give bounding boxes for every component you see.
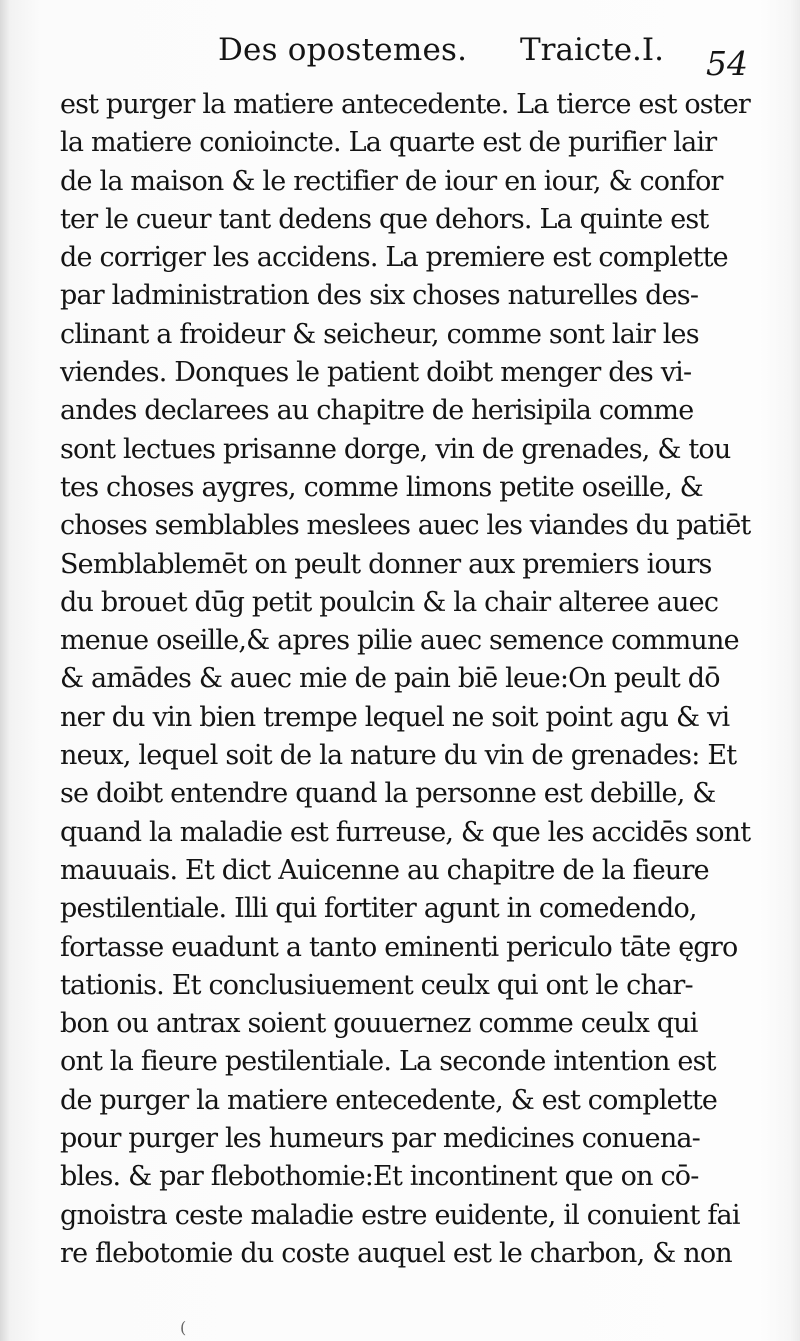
text-line: ner du vin bien trempe lequel ne soit point agu & vi <box>60 701 730 733</box>
body-text <box>60 86 760 1273</box>
chapter-heading: Traicte.I. <box>520 32 665 68</box>
text-line: sont lectues prisanne dorge, vin de grenades, & tou <box>60 433 731 465</box>
text-line: bles. & par flebothomie:Et incontinent que on cō- <box>60 1161 699 1193</box>
page-header <box>0 26 800 83</box>
text-line: de la maison & le rectifier de iour en iour, & confor <box>60 165 723 197</box>
text-line: la matiere conioincte. La quarte est de purifier lair <box>60 127 717 159</box>
text-line: est purger la matiere antecedente. La tierce est oster <box>60 89 750 120</box>
text-line: fortasse euadunt a tanto eminenti periculo tāte ęgro <box>60 931 738 963</box>
margin-mark: ( <box>180 1318 187 1337</box>
text-line: quand la maladie est furreuse, & que les accidēs sont <box>60 816 751 848</box>
text-line: choses semblables meslees auec les viandes du patiēt <box>60 510 751 542</box>
text-line: tes choses aygres, comme limons petite oseille, & <box>60 471 703 503</box>
text-line: gnoistra ceste maladie estre euidente, il conuient fai <box>60 1199 740 1231</box>
text-line: ter le cueur tant dedens que dehors. La quinte est <box>60 203 709 235</box>
text-line: bon ou antrax soient gouuernez comme ceulx qui <box>60 1008 698 1040</box>
text-line: viendes. Donques le patient doibt menger des vi- <box>60 357 692 389</box>
text-line: neux, lequel soit de la nature du vin de grenades: Et <box>60 740 737 772</box>
text-line: andes declarees au chapitre de herisipila comme <box>60 395 694 427</box>
text-line: tationis. Et conclusiuement ceulx qui ont le char- <box>60 969 693 1001</box>
text-line: se doibt entendre quand la personne est debille, & <box>60 778 716 810</box>
text-line: pour purger les humeurs par medicines conuena- <box>60 1123 700 1155</box>
page-number: 54 <box>706 44 748 83</box>
text-line: de purger la matiere entecedente, & est complette <box>60 1084 718 1116</box>
running-title: Des opostemes. <box>218 32 468 68</box>
text-line: ont la fieure pestilentiale. La seconde intention est <box>60 1046 716 1078</box>
text-line: clinant a froideur & seicheur, comme sont lair les <box>60 318 699 350</box>
text-line: Semblablemēt on peult donner aux premiers iours <box>60 548 712 580</box>
text-line: pestilentiale. Illi qui fortiter agunt in comedendo, <box>60 893 697 925</box>
text-line: menue oseille,& apres pilie auec semence commune <box>60 625 739 657</box>
text-line: mauuais. Et dict Auicenne au chapitre de la fieure <box>60 854 709 886</box>
text-line: & amādes & auec mie de pain biē leue:On peult dō <box>60 663 720 695</box>
text-line: par ladministration des six choses naturelles des- <box>60 280 699 312</box>
text-line: du brouet dūg petit poulcin & la chair alteree auec <box>60 586 719 618</box>
text-line: de corriger les accidens. La premiere est complette <box>60 242 728 274</box>
text-line: re flebotomie du coste auquel est le charbon, & non <box>60 1237 732 1269</box>
